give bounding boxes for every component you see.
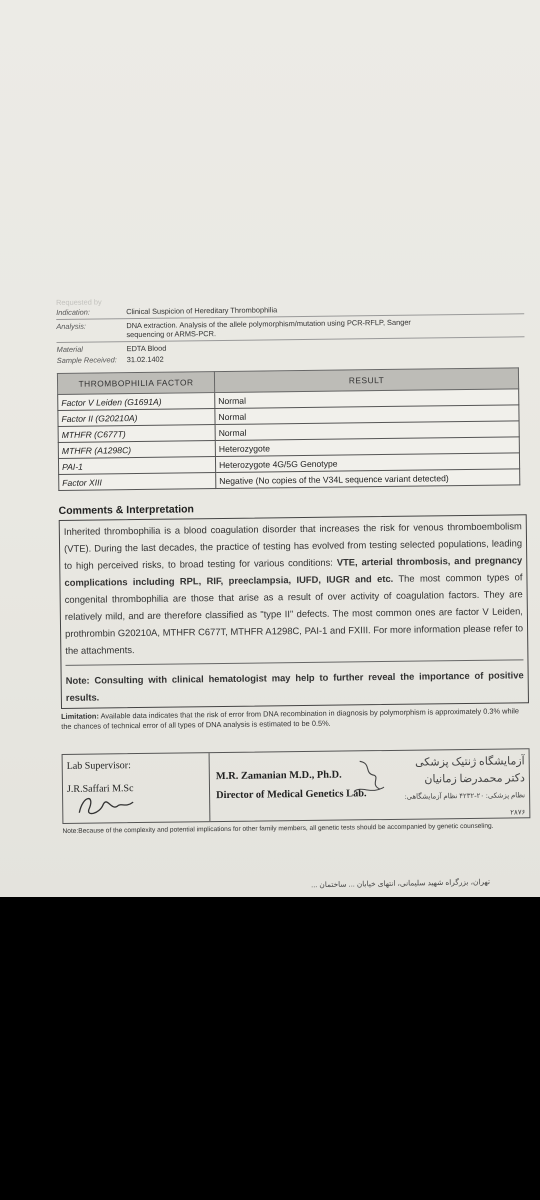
factor-cell: Factor XIII [59,473,216,491]
stamp-line-2: دکتر محمدرضا زمانیان [424,772,525,786]
result-cell: Normal [215,405,519,425]
result-cell: Normal [215,421,519,441]
analysis-line-2: sequencing or ARMS-PCR. [126,329,217,340]
material-value: EDTA Blood [126,343,167,354]
factor-cell: Factor V Leiden (G1691A) [58,393,215,411]
result-cell: Heterozygote [215,437,519,457]
material-label: Material [56,344,83,354]
factor-cell: Factor II (G20210A) [58,409,215,427]
supervisor-name: J.R.Saffari M.Sc [66,783,134,795]
requested-by-label: Requested by [56,297,102,307]
comments-title: Comments & Interpretation [58,503,195,517]
limitation-text: Available data indicates that the risk of error from DNA recombination in diagnosis by polymorphism is approximately 0.3% while the chances of technical error of all types of DNA analysis is estimated to be 0.5%. [61,706,520,731]
analysis-label: Analysis: [56,321,86,331]
footer-address: تهران، بزرگراه شهید سلیمانی، انتهای خیابان ... ساختمان ... [311,877,491,890]
result-cell: Negative (No copies of the V34L sequence variant detected) [216,469,520,489]
result-cell: Heterozygote 4G/5G Genotype [215,453,519,473]
director-signature [350,755,390,795]
analysis-line-1: DNA extraction. Analysis of the allele polymorphism/mutation using PCR-RFLP, Sanger [126,317,411,331]
analysis-value [126,316,524,339]
limitation [61,706,529,732]
results-table [57,367,520,491]
header-result: RESULT [214,368,518,393]
factor-cell: PAI-1 [58,457,215,475]
supervisor-cell [63,753,211,823]
indication-label: Indication: [56,307,90,317]
director-title: Director of Medical Genetics Lab. [216,788,367,802]
blank-area [0,0,540,300]
sample-label: Sample Received: [56,355,117,365]
signature-block [62,748,531,824]
director-name: M.R. Zamanian M.D., Ph.D. [215,769,342,783]
factor-cell: MTHFR (C677T) [58,425,215,443]
consulting-note: Note: Consulting with clinical hematologist may help to further reveal the importance of positive results. [65,659,523,706]
comments-text: Inherited thrombophilia is a blood coagulation disorder that increases the risk for venous thromboembolism (VTE). During the last decades, the practice of testing has evolved from testing selected populations, leading to high perceived risks, to broad testing for various conditions: [63,520,523,571]
supervisor-signature [73,790,143,821]
report-page [56,292,531,835]
report-meta [56,300,525,367]
genetic-counseling-note: Note:Because of the complexity and potential implications for other family members, all genetic tests should be accompanied by genetic counseling. [62,822,494,835]
lab-stamp [391,749,530,819]
factor-cell: MTHFR (A1298C) [58,441,215,459]
comments-box [59,514,529,709]
header-factor: THROMBOPHILIA FACTOR [57,372,214,395]
limitation-label: Limitation: [61,711,99,721]
comments-bold-text: VTE, arterial thrombosis, and pregnancy complications including RPL, RIF, preeclampsia, IUFD, IUGR and etc. [64,554,523,588]
stamp-line-1: آزمایشگاه ژنتیک پزشکی [415,755,525,769]
director-cell [210,751,392,821]
result-cell: Normal [215,389,519,409]
sample-value: 31.02.1402 [126,354,164,365]
stamp-line-3: نظام پزشکی: ۲۰-۴۲۳۲ نظام آزمایشگاهی: ۲۸۷۶ [404,791,526,817]
indication-value: Clinical Suspicion of Hereditary Thrombophilia [126,305,278,317]
supervisor-label: Lab Supervisor: [66,760,131,772]
comments-text-end: The most common types of congenital thrombophilia are those that arise as a result of over activity of coagulation factors. They are relatively mild, and are therefore classified as "type II" defects. The most common ones are factor V Leiden, prothrombin G20210A, MTHFR C677T, MTHFR A1298C, PAI-1 and FXIII. For more information please refer to the attachments. [64,571,524,656]
